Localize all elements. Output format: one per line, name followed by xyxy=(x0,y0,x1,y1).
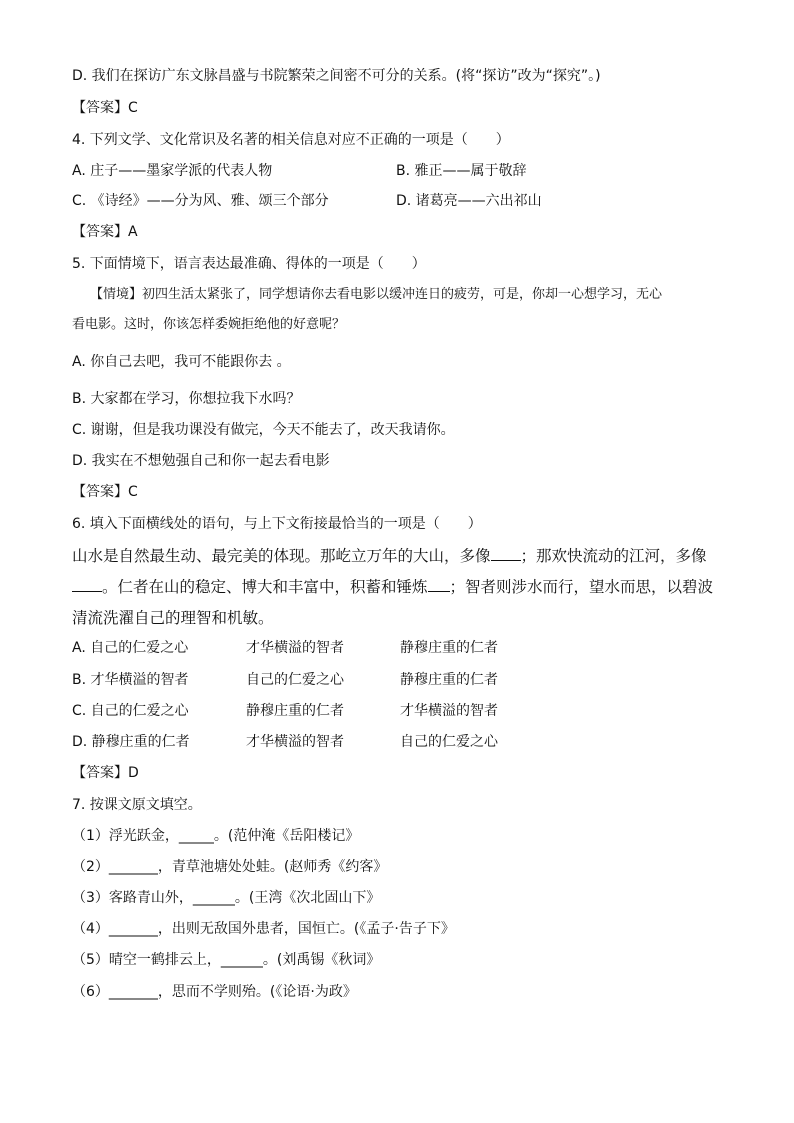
q6-row-c-col3: 才华横溢的智者 xyxy=(400,703,498,719)
q6-blank-2 xyxy=(72,577,102,592)
q4-option-c: C. 《诗经》——分为风、雅、颂三个部分 xyxy=(72,193,329,209)
q6-blank-1 xyxy=(491,546,521,561)
q7-item-2: （2）_______，青草池塘处处蛙。(赵师秀《约客》 xyxy=(72,859,388,875)
q4-question: 4. 下列文学、文化常识及名著的相关信息对应不正确的一项是（ ） xyxy=(72,132,510,148)
q4-option-a: A. 庄子——墨家学派的代表人物 xyxy=(72,163,273,179)
q6-row-a-col3: 静穆庄重的仁者 xyxy=(400,640,498,656)
q5-question: 5. 下面情境下，语言表达最准确、得体的一项是（ ） xyxy=(72,256,426,272)
q4-answer: 【答案】A xyxy=(72,224,138,240)
q5-option-d: D. 我实在不想勉强自己和你一起去看电影 xyxy=(72,453,330,469)
q5-scenario-line2: 看电影。这时，你该怎样委婉拒绝他的好意呢？ xyxy=(72,317,346,332)
q7-item-3: （3）客路青山外，______。(王湾《次北固山下》 xyxy=(72,890,381,906)
q6-blank-3 xyxy=(428,577,450,592)
q6-passage-part1: 山水是自然最生动、最完美的体现。那屹立万年的大山，多像 xyxy=(72,547,491,565)
q3-option-d: D. 我们在探访广东文脉昌盛与书院繁荣之间密不可分的关系。(将“探访”改为“探究”。) xyxy=(72,68,601,84)
q6-row-c-col1: C. 自己的仁爱之心 xyxy=(72,703,189,719)
q5-answer: 【答案】C xyxy=(72,484,138,500)
q6-row-a-col2: 才华横溢的智者 xyxy=(246,640,344,656)
q7-item-6: （6）_______，思而不学则殆。(《论语·为政》 xyxy=(72,984,357,1000)
q6-row-a-col1: A. 自己的仁爱之心 xyxy=(72,640,189,656)
q6-question: 6. 填入下面横线处的语句，与上下文衔接最恰当的一项是（ ） xyxy=(72,516,482,532)
q4-option-d: D. 诸葛亮——六出祁山 xyxy=(396,193,542,209)
q5-scenario-line1: 【情境】初四生活太紧张了，同学想请你去看电影以缓冲连日的疲劳，可是，你却一心想学习，无心 xyxy=(90,287,663,302)
q6-passage-part3: 。仁者在山的稳定、博大和丰富中，积蓄和锤炼 xyxy=(102,578,428,596)
q6-row-d-col1: D. 静穆庄重的仁者 xyxy=(72,734,190,750)
q3-answer: 【答案】C xyxy=(72,100,138,116)
q6-passage-part2: ；那欢快流动的江河，多像 xyxy=(520,547,707,565)
q6-row-d-col3: 自己的仁爱之心 xyxy=(400,734,498,750)
q7-item-4: （4）_______，出则无敌国外患者，国恒亡。(《孟子·告子下》 xyxy=(72,921,455,937)
q6-row-d-col2: 才华横溢的智者 xyxy=(246,734,344,750)
q7-item-5: （5）晴空一鹤排云上，______。(刘禹锡《秋词》 xyxy=(72,952,381,968)
q6-passage-part4: ；智者则涉水而行，望水而思，以碧波清流洗濯自己的理智和机敏。 xyxy=(72,578,714,627)
q5-option-b: B. 大家都在学习，你想拉我下水吗？ xyxy=(72,391,301,407)
q6-passage xyxy=(72,541,722,634)
q6-row-b-col2: 自己的仁爱之心 xyxy=(246,672,344,688)
q4-option-b: B. 雅正——属于敬辞 xyxy=(396,163,527,179)
q6-row-c-col2: 静穆庄重的仁者 xyxy=(246,703,344,719)
q6-answer: 【答案】D xyxy=(72,765,139,781)
q5-option-a: A. 你自己去吧，我可不能跟你去 。 xyxy=(72,354,291,370)
q5-option-c: C. 谢谢，但是我功课没有做完，今天不能去了，改天我请你。 xyxy=(72,422,455,438)
q7-item-1: （1）浮光跃金，_____。(范仲淹《岳阳楼记》 xyxy=(72,828,360,844)
q7-question: 7. 按课文原文填空。 xyxy=(72,797,202,813)
q6-row-b-col3: 静穆庄重的仁者 xyxy=(400,672,498,688)
q6-row-b-col1: B. 才华横溢的智者 xyxy=(72,672,189,688)
